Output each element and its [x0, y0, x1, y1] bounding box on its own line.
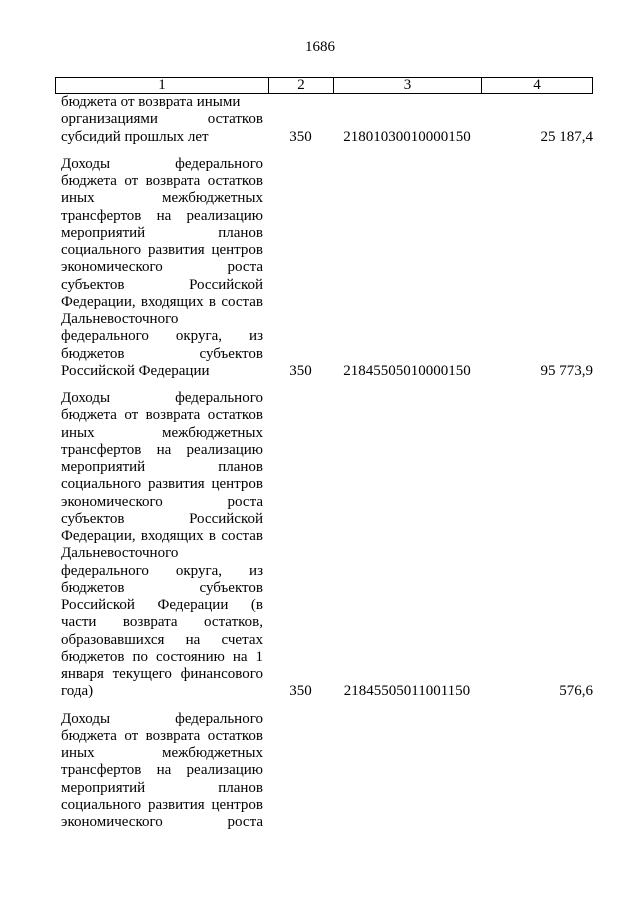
admin-code-cell: 350 — [289, 128, 312, 145]
description-line: иных межбюджетных — [61, 745, 263, 761]
description-line: Доходы федерального — [61, 390, 263, 406]
description-line: федерального округа, из — [61, 562, 263, 579]
amount-cell: 25 187,4 — [540, 128, 593, 145]
description-line: социального развития центров — [61, 242, 263, 258]
description-line: бюджета от возврата иными — [61, 94, 241, 110]
table-row — [55, 711, 593, 832]
description-line: года) — [61, 683, 94, 700]
description-line: экономического роста — [61, 259, 263, 276]
income-code-cell: 21845505010000150 — [343, 362, 471, 379]
table-row — [55, 94, 593, 146]
description-line: Федерации, входящих в состав — [61, 528, 263, 544]
description-line: мероприятий планов — [61, 224, 263, 241]
income-code-cell: 21845505011001150 — [343, 683, 471, 700]
description-line: Доходы федерального — [61, 155, 263, 172]
description-line: субъектов Российской — [61, 276, 263, 293]
description-line: экономического роста — [61, 814, 263, 830]
description-line: Доходы федерального — [61, 710, 263, 727]
admin-code-cell: 350 — [289, 362, 312, 379]
description-line: бюджетов субъектов — [61, 345, 263, 362]
description-line: организациями остатков — [61, 111, 263, 128]
table-row — [55, 156, 593, 380]
description-line: Российской Федерации (в — [61, 597, 263, 613]
description-cell — [55, 390, 268, 701]
description-line: Российской Федерации — [61, 362, 210, 379]
description-line: Федерации, входящих в состав — [61, 293, 263, 310]
description-line: января текущего финансового — [61, 666, 263, 682]
description-line: бюджета от возврата остатков — [61, 727, 263, 744]
table-header-row — [55, 77, 593, 94]
description-line: части возврата остатков, — [61, 614, 263, 631]
column-header-1: 1 — [158, 77, 166, 93]
description-line: социального развития центров — [61, 796, 263, 813]
page-number: 1686 — [305, 39, 335, 55]
description-cell — [55, 711, 268, 832]
description-line: экономического роста — [61, 493, 263, 510]
admin-code-cell: 350 — [289, 683, 312, 700]
column-header-2: 2 — [268, 78, 333, 93]
description-line: трансфертов на реализацию — [61, 441, 263, 458]
description-cell — [55, 94, 268, 146]
description-line: трансфертов на реализацию — [61, 207, 263, 224]
description-cell — [55, 156, 268, 380]
description-line: образовавшихся на счетах — [61, 631, 263, 648]
description-line: бюджетов по состоянию на 1 — [61, 648, 263, 665]
description-line: иных межбюджетных — [61, 424, 263, 441]
description-line: бюджета от возврата остатков — [61, 173, 263, 189]
income-code-cell: 21801030010000150 — [343, 128, 471, 145]
budget-table — [55, 77, 593, 831]
column-header-4: 4 — [481, 78, 592, 93]
description-line: бюджета от возврата остатков — [61, 407, 263, 424]
description-line: социального развития центров — [61, 476, 263, 493]
description-line: федерального округа, из — [61, 328, 263, 345]
description-line: мероприятий планов — [61, 779, 263, 796]
column-header-3: 3 — [333, 78, 481, 93]
description-line: Дальневосточного — [61, 545, 179, 562]
amount-cell: 95 773,9 — [540, 362, 593, 379]
description-line: трансфертов на реализацию — [61, 762, 263, 779]
description-line: мероприятий планов — [61, 459, 263, 475]
table-row — [55, 390, 593, 701]
description-line: Дальневосточного — [61, 311, 179, 327]
description-line: бюджетов субъектов — [61, 579, 263, 596]
amount-cell: 576,6 — [559, 683, 593, 700]
description-line: иных межбюджетных — [61, 190, 263, 207]
description-line: субъектов Российской — [61, 510, 263, 527]
description-line: субсидий прошлых лет — [61, 128, 209, 145]
